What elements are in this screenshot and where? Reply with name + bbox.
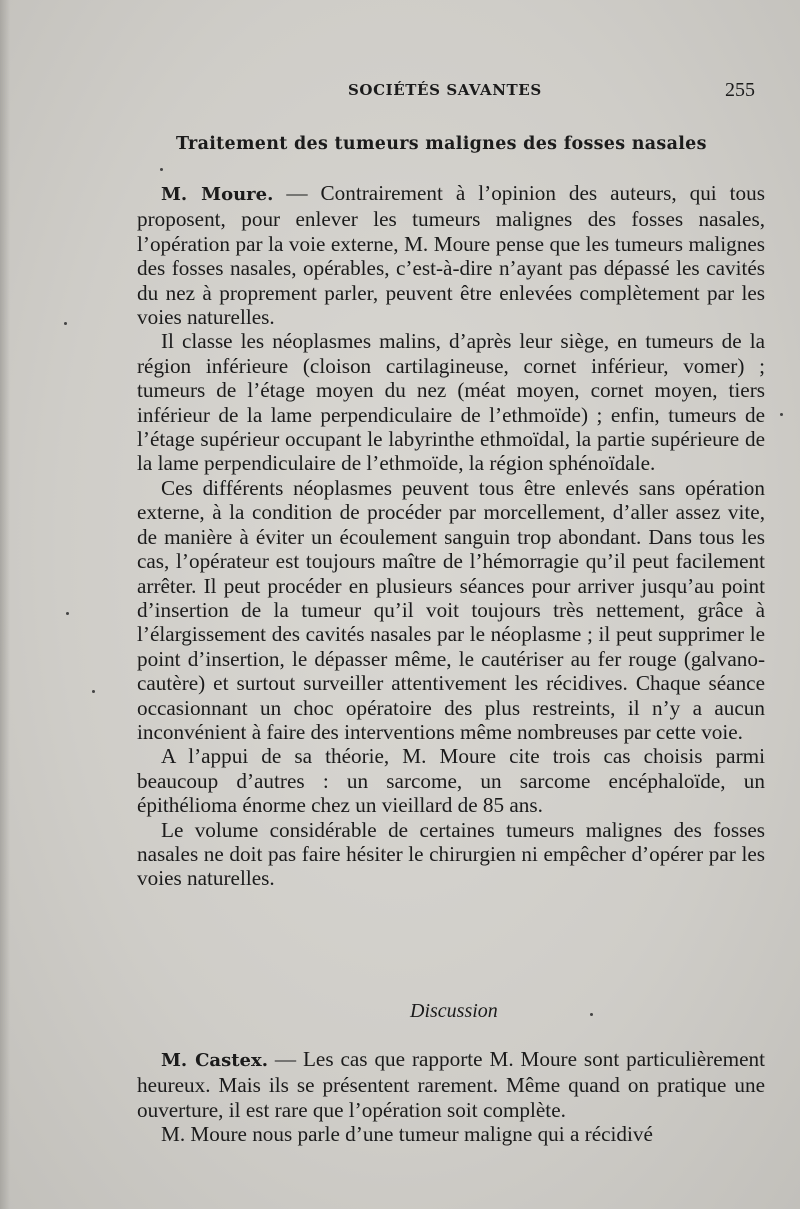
classification-paragraph: Il classe les néoplasmes malins, d’après leur siège, en tumeurs de la région inférieure (cloison cartilagineuse, cornet inférieur, vomer) ; tumeurs de l’étage moyen du nez (méat moyen, cornet moyen, tiers inférieur de la lame perpendiculaire de l’ethmoïde) ; enfin, tumeurs de l’étage supérieur occupant le labyrinthe ethmoïdal, la partie supérieure de la lame perpendiculaire de l’ethmoïde, la région sphénoïdale. xyxy=(137,329,765,476)
discussion-body xyxy=(137,1047,765,1147)
speaker-castex: M. Castex. xyxy=(161,1050,268,1071)
castex-text: — Les cas que rapporte M. Moure sont particulièrement heureux. Mais ils se présentent rarement. Même quand on pratique une ouverture, il est rare que l’opération soit complète. xyxy=(137,1047,765,1122)
speaker-moure: M. Moure. xyxy=(161,184,274,205)
paper-speck xyxy=(64,322,67,325)
paper-speck xyxy=(780,413,783,416)
castex-paragraph xyxy=(137,1047,765,1122)
paper-speck xyxy=(160,168,163,171)
discussion-heading: Discussion xyxy=(410,1000,498,1022)
moure-reply-paragraph: M. Moure nous parle d’une tumeur maligne qui a récidivé xyxy=(161,1122,653,1147)
paper-speck xyxy=(66,612,69,615)
page-number: 255 xyxy=(725,79,755,101)
moure-intro-paragraph xyxy=(137,181,765,329)
article-body xyxy=(137,181,765,891)
cases-paragraph: A l’appui de sa théorie, M. Moure cite trois cas choisis parmi beaucoup d’autres : un sarcome, un sarcome encéphaloïde, un épithélioma énorme chez un vieillard de 85 ans. xyxy=(137,744,765,818)
article-title: Traitement des tumeurs malignes des fosses nasales xyxy=(176,134,707,154)
volume-paragraph: Le volume considérable de certaines tumeurs malignes des fosses nasales ne doit pas faire hésiter le chirurgien ni empêcher d’opérer par les voies naturelles. xyxy=(137,817,765,891)
moure-intro-text: — Contrairement à l’opinion des auteurs, qui tous proposent, pour enlever les tumeurs malignes des fosses nasales, l’opération par la voie externe, M. Moure pense que les tumeurs malignes des fosses nasales, opérables, c’est-à-dire n’ayant pas dépassé les cavités du nez à proprement parler, peuvent être enlevées complètement par les voies naturelles. xyxy=(137,181,765,330)
running-header xyxy=(0,79,800,107)
morcellement-paragraph: Ces différents néoplasmes peuvent tous être enlevés sans opération externe, à la condition de procéder par morcellement, d’aller assez vite, de manière à éviter un écoulement sanguin trop abondant. Dans tous les cas, l’opérateur est toujours maître de l’hémorragie qu’il peut facilement arrêter. Il peut procéder en plusieurs séances pour arriver jusqu’au point d’insertion de la tumeur qu’il voit toujours très nettement, grâce à l’élargissement des cavités nasales par le néoplasme ; il peut supprimer le point d’insertion, le dépasser même, le cautériser au fer rouge (galvano-cautère) et surtout surveiller attentivement les récidives. Chaque séance occasionnant un choc opératoire des plus restreints, il n’y a aucun inconvénient à faire des interventions même nombreuses par cette voie. xyxy=(137,475,765,744)
paper-speck xyxy=(92,690,95,693)
running-title: SOCIÉTÉS SAVANTES xyxy=(348,81,542,99)
paper-speck xyxy=(590,1013,593,1016)
